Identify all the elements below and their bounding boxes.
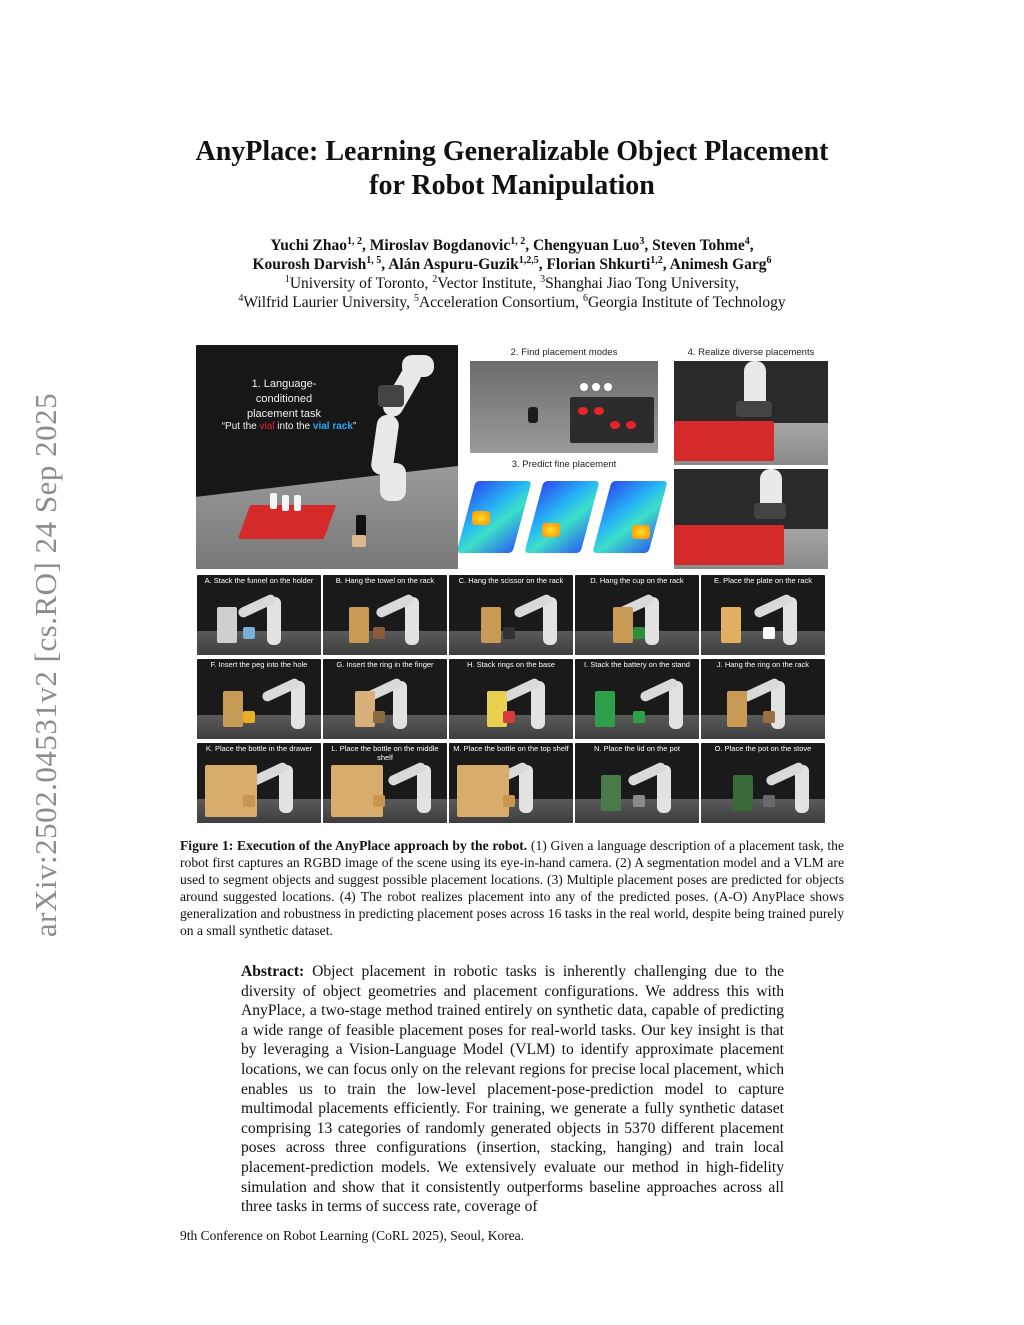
author-sup: 1, 2 xyxy=(510,235,526,247)
panel-placement-modes-title: 2. Find placement modes xyxy=(510,347,618,358)
task-object-detail xyxy=(373,711,385,723)
task-tile xyxy=(197,659,321,739)
paper-title-line2: for Robot Manipulation xyxy=(369,170,655,201)
task-object-detail xyxy=(243,795,255,807)
affiliation-text: Wilfrid Laurier University, xyxy=(243,294,414,311)
tile-floor xyxy=(323,715,447,739)
heatmap-1 xyxy=(458,481,532,553)
author-sup: 1,2 xyxy=(650,254,663,266)
arxiv-stamp-text: arXiv:2502.04531v2 [cs.RO] 24 Sep 2025 xyxy=(28,392,64,938)
task-tile-caption: G. Insert the ring in the finger xyxy=(336,660,434,669)
task-tile xyxy=(701,659,825,739)
task-tile xyxy=(449,743,573,823)
task-tile xyxy=(575,575,699,655)
task-tile-caption: K. Place the bottle in the drawer xyxy=(205,744,313,753)
author-line-2: Kourosh Darvish$^{1, 5}$, Alán Aspuru-Guzik$^{1,2,5}$, Florian Shkurti$^{1,2}$, Animesh Garg$^6$ xyxy=(252,254,772,273)
task-object xyxy=(457,765,509,817)
author-name: Steven Tohme xyxy=(652,237,745,254)
vial-rack xyxy=(674,421,774,461)
task-tile xyxy=(575,659,699,739)
affiliation-text: Shanghai Jiao Tong University, xyxy=(545,275,740,292)
placement-photo-1 xyxy=(674,361,828,465)
affiliation-sup: 6 xyxy=(582,292,588,304)
task-tile xyxy=(701,743,825,823)
task-object xyxy=(595,691,615,727)
affiliation-text: Vector Institute, xyxy=(437,275,541,292)
author-sup: 6 xyxy=(766,254,772,266)
task-tile-caption: I. Stack the battery on the stand xyxy=(584,660,690,669)
vial-rack xyxy=(674,525,784,565)
author-sup: 1, 5 xyxy=(366,254,382,266)
instruction-part: “Put the xyxy=(221,421,260,432)
task-object-detail xyxy=(633,795,645,807)
task-object-detail xyxy=(503,711,515,723)
task-tile-caption: N. Place the lid on the pot xyxy=(594,744,680,753)
tile-floor xyxy=(197,631,321,655)
affiliation-line-2 xyxy=(150,293,874,312)
robot-gripper xyxy=(378,385,404,407)
affiliation-text: Georgia Institute of Technology xyxy=(587,294,786,311)
task-tile-caption: E. Place the plate on the rack xyxy=(714,576,812,585)
task-tile xyxy=(701,575,825,655)
wood-block xyxy=(352,535,366,547)
abstract-text: Object placement in robotic tasks is inherently challenging due to the diversity of object geometries and placement configurations. We address this with AnyPlace, a two-stage method trained entirely on synthetic data, capable of predicting a wide range of feasible placement poses for real-world tasks. Our key insight is that by leveraging a Vision-Language Model (VLM) to identify approximate placement locations, we can focus only on the relevant regions for precise local placement, which enables us to train the low-level placement-pose-prediction model to capture multimodal placements efficiently. For training, we generate a fully synthetic dataset comprising 13 categories of randomly generated objects in 5370 different placement poses across three configurations (insertion, stacking, hanging) and train local placement-prediction models. We extensively evaluate our method in high-fidelity simulation and show that it consistently outperforms baseline approaches across all three tasks in terms of success rate, coverage of xyxy=(241,963,784,1216)
affiliation-text: University of Toronto, xyxy=(289,275,433,292)
vial-cap xyxy=(604,383,612,391)
red-marker xyxy=(610,421,620,429)
author-name: Animesh Garg xyxy=(669,256,767,273)
author-sup: 4 xyxy=(744,235,750,247)
author-sup: 1,2,5 xyxy=(518,254,539,266)
author-sup: 1, 2 xyxy=(346,235,362,247)
conference-footer: 9th Conference on Robot Learning (CoRL 2025), Seoul, Korea. xyxy=(180,1228,525,1243)
figure-1 xyxy=(196,345,828,826)
red-marker xyxy=(626,421,636,429)
author-sup: 3 xyxy=(639,235,645,247)
task-tile-caption: C. Hang the scissor on the rack xyxy=(458,576,564,585)
caption-label: Figure 1: Execution of the AnyPlace approach by the robot. xyxy=(180,838,528,853)
vial xyxy=(282,495,289,511)
affiliation-sup: 5 xyxy=(413,292,419,304)
task-object xyxy=(349,607,369,643)
panel-diverse-placements xyxy=(674,345,828,569)
panel-language-task xyxy=(196,345,458,569)
figure-caption xyxy=(180,837,844,939)
task-object xyxy=(613,607,633,643)
affiliation-text: Acceleration Consortium, xyxy=(418,294,583,311)
task-tile-caption: L. Place the bottle on the middle shelf xyxy=(331,744,439,762)
task-tile-caption: H. Stack rings on the base xyxy=(467,660,555,669)
task-tile-caption: F. Insert the peg into the hole xyxy=(210,660,308,669)
robot-gripper xyxy=(736,401,772,417)
red-marker xyxy=(594,407,604,415)
author-name: Yuchi Zhao xyxy=(270,237,347,254)
placement-photo-2 xyxy=(674,469,828,569)
instruction-object: vial xyxy=(259,421,275,432)
vial-standalone xyxy=(528,407,538,423)
task-object xyxy=(733,775,753,811)
task-object xyxy=(205,765,257,817)
robot-shoulder xyxy=(402,355,434,377)
vial-cap xyxy=(592,383,600,391)
author-name: Florian Shkurti xyxy=(546,256,651,273)
affiliation-line-1 xyxy=(150,274,874,293)
task-object xyxy=(217,607,237,643)
task-object-detail xyxy=(763,795,775,807)
paper-title xyxy=(150,135,874,203)
task-tile xyxy=(197,743,321,823)
arxiv-stamp xyxy=(26,370,66,960)
affiliation-sup: 3 xyxy=(540,273,546,285)
vial-dark xyxy=(356,515,366,537)
abstract xyxy=(241,962,784,1217)
task-object xyxy=(223,691,243,727)
task-tile-caption: O. Place the pot on the stove xyxy=(714,744,812,753)
task-object xyxy=(721,607,741,643)
panel-placement-modes xyxy=(470,345,658,453)
panel-fine-placement xyxy=(458,457,670,569)
heatmap-3 xyxy=(592,481,667,553)
heatmap-hot-1 xyxy=(472,511,490,525)
rack-topview xyxy=(570,397,654,443)
task-object xyxy=(601,775,621,811)
task-tile-caption: D. Hang the cup on the rack xyxy=(590,576,684,585)
task-object-detail xyxy=(373,627,385,639)
author-line-1: Yuchi Zhao$^{1, 2}$, Miroslav Bogdanovic$^{1, 2}$, Chengyuan Luo$^3$, Steven Tohme$^4$, xyxy=(270,235,754,254)
tile-floor xyxy=(323,631,447,655)
caption-text: (1) Given a language description of a placement task, the robot first captures an RGBD image of the scene using its eye-in-hand camera. (2) A segmentation model and a VLM are used to segment objects and suggest possible placement locations. (3) Multiple placement poses are predicted for objects around suggested locations. (4) The robot realizes placement into any of the predicted poses. (A-O) AnyPlace shows generalization and robustness in predicting placement poses across 16 tasks in the real world, despite being trained purely on a small synthetic dataset. xyxy=(180,838,845,938)
paper-title-line1: AnyPlace: Learning Generalizable Object Placement xyxy=(195,136,829,167)
panel-language-title xyxy=(224,377,344,422)
heatmap-hot-2 xyxy=(542,523,560,537)
task-object-detail xyxy=(763,627,775,639)
panel-diverse-placements-title: 4. Realize diverse placements xyxy=(687,347,815,358)
panel-language-title-line1: 1. Language-conditioned xyxy=(251,378,317,405)
task-tile xyxy=(449,659,573,739)
vial xyxy=(294,495,301,511)
author-name: Chengyuan Luo xyxy=(532,237,640,254)
task-object xyxy=(331,765,383,817)
instruction-part: into the xyxy=(274,421,313,432)
task-tile-caption: B. Hang the towel on the rack xyxy=(335,576,435,585)
task-object-detail xyxy=(633,711,645,723)
author-name: Kourosh Darvish xyxy=(252,256,367,273)
task-tile xyxy=(197,575,321,655)
vial xyxy=(270,493,277,509)
affiliation-sup: 4 xyxy=(238,292,244,304)
task-tile xyxy=(323,575,447,655)
vial-cap xyxy=(580,383,588,391)
task-tile xyxy=(449,575,573,655)
author-name: Miroslav Bogdanovic xyxy=(369,237,511,254)
task-tile xyxy=(575,743,699,823)
task-object xyxy=(355,691,375,727)
task-object-detail xyxy=(503,795,515,807)
task-tile-caption: A. Stack the funnel on the holder xyxy=(204,576,314,585)
instruction-target: vial rack xyxy=(312,421,353,432)
task-object-detail xyxy=(503,627,515,639)
task-tile-caption: M. Place the bottle on the top shelf xyxy=(453,744,569,753)
modes-photo xyxy=(470,361,658,453)
panel-language-title-line2: placement task xyxy=(247,408,321,420)
task-object-detail xyxy=(633,627,645,639)
task-object-detail xyxy=(243,711,255,723)
affiliation-sup: 2 xyxy=(432,273,438,285)
affiliation-sup: 1 xyxy=(284,273,290,285)
instruction-part: ” xyxy=(352,421,357,432)
task-object-detail xyxy=(373,795,385,807)
author-name: Alán Aspuru-Guzik xyxy=(388,256,519,273)
robot-gripper xyxy=(754,503,786,519)
task-tile xyxy=(323,659,447,739)
task-tile xyxy=(323,743,447,823)
task-object-detail xyxy=(243,627,255,639)
language-instruction xyxy=(204,421,374,432)
task-object xyxy=(727,691,747,727)
heatmap-2 xyxy=(524,481,599,553)
abstract-label: Abstract: xyxy=(241,963,305,980)
task-object xyxy=(481,607,501,643)
author-block xyxy=(150,236,874,312)
task-object-detail xyxy=(763,711,775,723)
red-marker xyxy=(578,407,588,415)
panel-fine-placement-title: 3. Predict fine placement xyxy=(511,459,617,470)
task-tile-caption: J. Hang the ring on the rack xyxy=(716,660,810,669)
heatmap-hot-3 xyxy=(632,525,650,539)
